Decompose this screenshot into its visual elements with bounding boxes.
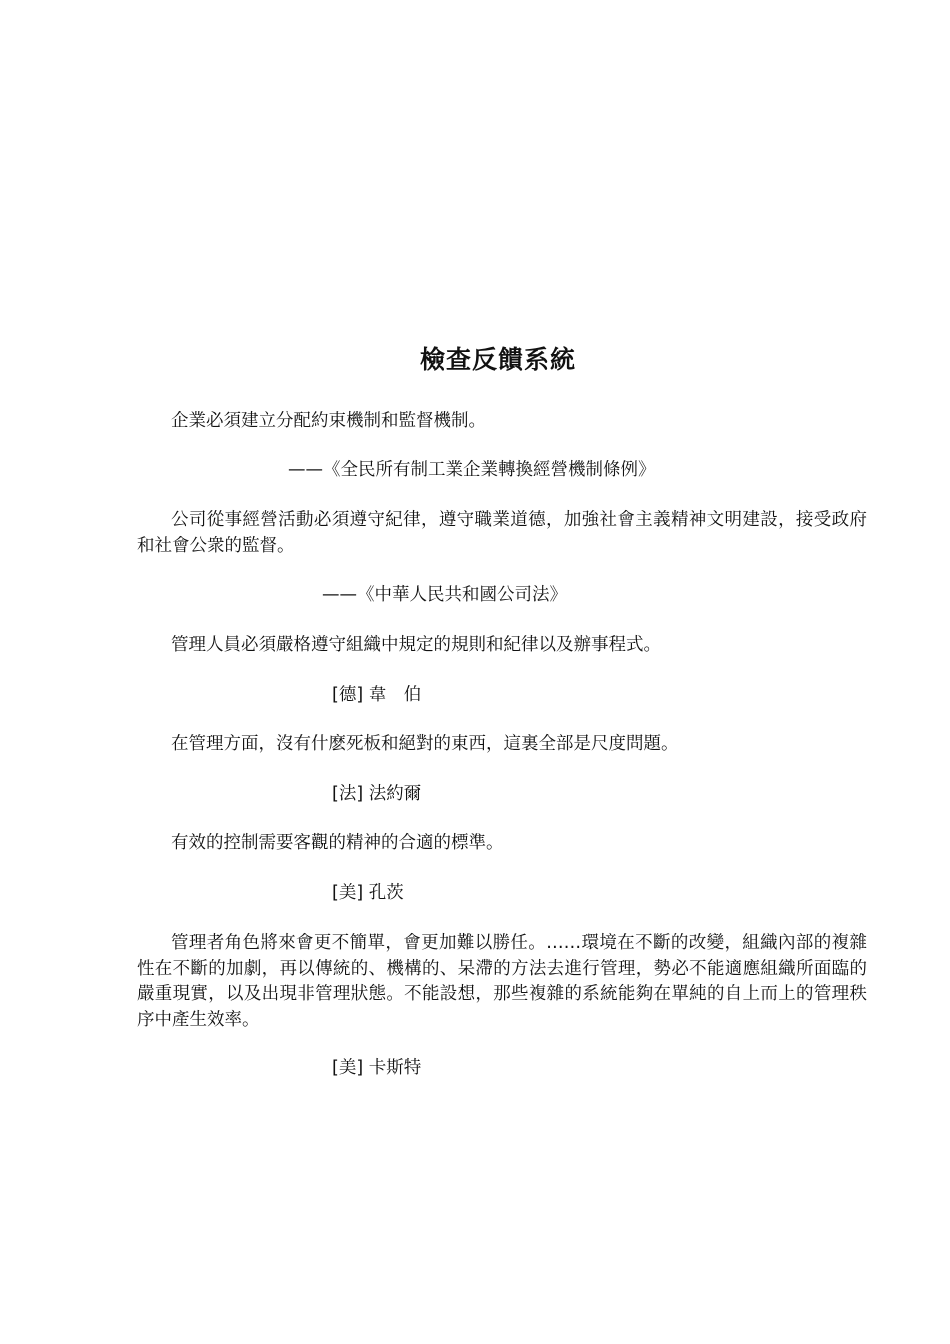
quote-paragraph: 管理人員必須嚴格遵守組織中規定的規則和紀律以及辦事程式。	[171, 635, 661, 655]
quote-paragraph: 在管理方面，沒有什麽死板和絕對的東西，這裏全部是尺度問題。	[171, 734, 679, 754]
quote-source: [法] 法約爾	[332, 784, 422, 804]
quote-source: ——《中華人民共和國公司法》	[322, 585, 567, 605]
quote-source: [美] 孔茨	[332, 883, 404, 903]
quote-source: [美] 卡斯特	[332, 1058, 422, 1078]
quote-paragraph: 管理者角色將來會更不簡單，會更加難以勝任。……環境在不斷的改變，組織內部的複雜性在不斷的加劇，再以傳統的、機構的、呆滯的方法去進行管理，勢必不能適應組織所面臨的嚴重現實，以及出現非管理狀態。不能設想，那些複雜的系統能夠在單純的自上而上的管理秩序中產生效率。	[137, 933, 867, 1030]
quote-paragraph: 公司從事經營活動必須遵守紀律，遵守職業道德，加強社會主義精神文明建設，接受政府和社會公衆的監督。	[137, 510, 867, 556]
quote-paragraph: 有效的控制需要客觀的精神的合適的標準。	[171, 833, 504, 853]
quote-source: ——《全民所有制工業企業轉換經營機制條例》	[288, 460, 656, 480]
quote-source: [德] 韋 伯	[332, 685, 422, 705]
quote-paragraph: 企業必須建立分配約束機制和監督機制。	[171, 411, 486, 431]
page-title: 檢查反饋系統	[419, 345, 576, 374]
